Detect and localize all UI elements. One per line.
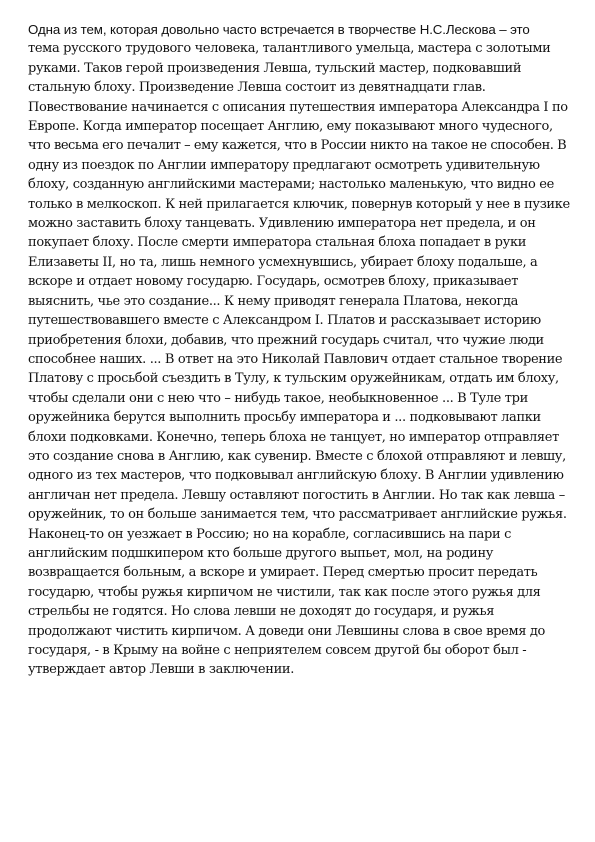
text-line: руками. Таков герой произведения Левша, тульский мастер, подковавший [28, 60, 522, 76]
text-line: возвращается больным, а вскоре и умирает. Перед смертью просит передать [28, 565, 538, 581]
text-line: Европе. Когда император посещает Англию, ему показывают много чудесного, [28, 119, 553, 135]
text-line: способнее наших. ... В ответ на это Николай Павлович отдает стальное творение [28, 351, 563, 367]
text-line: государя, - в Крыму на войне с неприятелем совсем другой бы оборот был - [28, 643, 527, 658]
text-line: стальную блоху. Произведение Левша состоит из девятнадцати глав. [28, 80, 486, 96]
text-line: государю, чтобы ружья кирпичом не чистили, так как после этого ружья для [28, 584, 541, 600]
text-line: Одна из тем, которая довольно часто встречается в творчестве Н.С.Лескова – это [28, 22, 530, 37]
text-line: это создание снова в Англию, как сувенир. Вместе с блохой отправляют и левшу, [28, 448, 566, 464]
text-line: только в мелкоскоп. К ней прилагается ключик, повернув который у нее в пузике [28, 196, 570, 212]
text-line: Елизаветы II, но та, лишь немного усмехнувшись, убирает блоху подальше, а [28, 254, 538, 270]
text-line: одну из поездок по Англии императору предлагают осмотреть удивительную [28, 157, 540, 173]
text-line: что весьма его печалит – ему кажется, что в России никто на такое не способен. В [28, 138, 567, 154]
text-line: одного из тех мастеров, что подковывал английскую блоху. В Англии удивлению [28, 468, 564, 484]
body-paragraph [28, 20, 573, 680]
text-line: стрельбы не годятся. Но слова левши не доходят до государя, и ружья [28, 604, 495, 620]
text-line: английским подшкипером кто больше другого выпьет, мол, на родину [28, 545, 494, 561]
text-line: можно заставить блоху танцевать. Удивлению императора нет предела, и он [28, 216, 536, 232]
text-line: оружейника берутся выполнить просьбу императора и ... подковывают лапки [28, 410, 541, 426]
text-line: чтобы сделали они с нею что – нибудь такое, необыкновенное ... В Туле три [28, 390, 528, 406]
text-line: англичан нет предела. Левшу оставляют погостить в Англии. Но так как левша – [28, 487, 565, 503]
text-line: продолжают чистить кирпичом. А доведи они Левшины слова в свое время до [28, 623, 545, 639]
text-line: приобретения блохи, добавив, что прежний государь считал, что чужие люди [28, 332, 544, 348]
text-line: оружейник, то он больше занимается тем, что рассматривает английские ружья. [28, 507, 567, 523]
text-line: выяснить, чье это создание... К нему приводят генерала Платова, некогда [28, 293, 519, 309]
text-line: Наконец-то он уезжает в Россию; но на корабле, согласившись на пари с [28, 526, 512, 542]
text-line: тема русского трудового человека, талантливого умельца, мастера с золотыми [28, 41, 551, 57]
text-line: покупает блоху. После смерти императора стальная блоха попадает в руки [28, 235, 527, 251]
text-line: блохи подковками. Конечно, теперь блоха не танцует, но император отправляет [28, 429, 559, 445]
text-line: Платову с просьбой съездить в Тулу, к тульским оружейникам, отдать им блоху, [28, 371, 559, 387]
text-line: вскоре и отдает новому государю. Государь, осмотрев блоху, приказывает [28, 274, 519, 290]
text-line: утверждает автор Левши в заключении. [28, 662, 294, 678]
text-line: Повествование начинается с описания путешествия императора Александра I по [28, 99, 568, 115]
text-line: путешествовавшего вместе с Александром I. Платов и рассказывает историю [28, 313, 541, 329]
text-line: блоху, созданную английскими мастерами; настолько маленькую, что видно ее [28, 177, 554, 193]
